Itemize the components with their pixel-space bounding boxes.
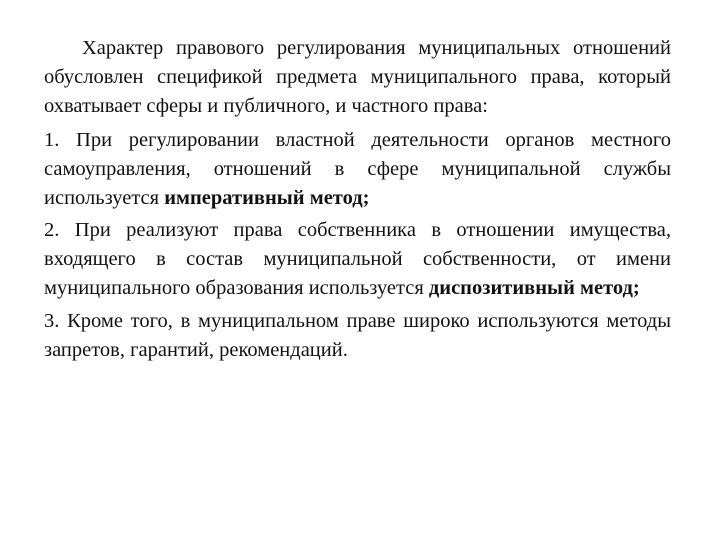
list-item-1-text: 1. При регулировании властной деятельности органов местного самоуправления, отношений в сфере муниципальной службы используется xyxy=(44,128,671,209)
list-item-2-method: диспозитивный метод; xyxy=(428,277,640,300)
list-item-3-text: 3. Кроме того, в муниципальном праве широко используются методы запретов, гарантий, рекомендаций. xyxy=(44,310,671,362)
intro-paragraph: Характер правового регулирования муниципальных отношений обусловлен спецификой предмета муниципального права, который охватывает сферы и публичного, и частного права: xyxy=(44,37,671,117)
list-item-2 xyxy=(44,216,671,303)
list-item-3 xyxy=(44,307,671,365)
slide-text-block xyxy=(44,34,671,369)
list-item-1-method: императивный метод; xyxy=(164,186,370,209)
list-item-1 xyxy=(44,126,671,213)
list-item-2-text: 2. При реализуют права собственника в отношении имущества, входящего в состав муниципальной собственности, от имени муниципального образования используется xyxy=(44,219,671,300)
